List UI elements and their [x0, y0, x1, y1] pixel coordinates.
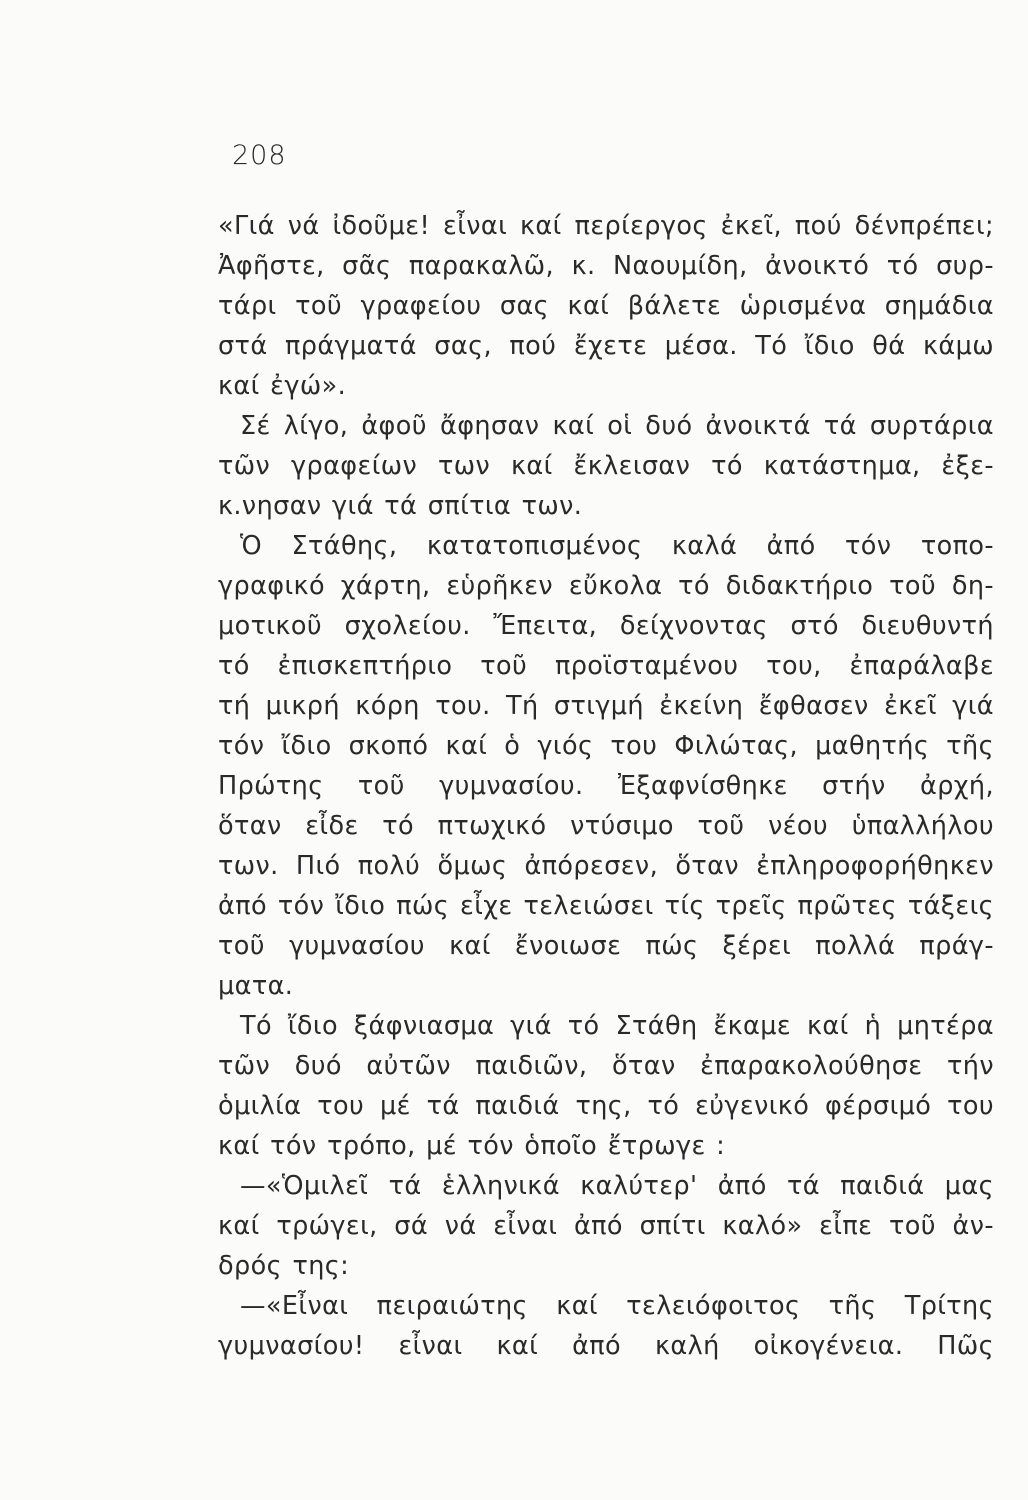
text-line-26: καί τρώγει, σά νά εἶναι ἀπό σπίτι καλό» εἶπε τοῦ ἀν-: [218, 1211, 994, 1241]
text-line-6: Σέ λίγο, ἀφοῦ ἄφησαν καί οἱ δυό ἀνοικτά τά συρτάρια: [240, 411, 994, 441]
text-line-5: καί ἐγώ».: [218, 371, 347, 401]
text-line-12: τό ἐπισκεπτήριο τοῦ προϊσταμένου του, ἐπαράλαβε: [218, 651, 994, 681]
text-line-24: καί τόν τρόπο, μέ τόν ὁποῖο ἔτρωγε :: [218, 1131, 726, 1161]
text-line-8: κ.νησαν γιά τά σπίτια των.: [218, 491, 583, 521]
text-line-4: στά πράγματά σας, πού ἔχετε μέσα. Τό ἴδιο θά κάμω: [218, 331, 994, 361]
text-line-11: μοτικοῦ σχολείου. Ἔπειτα, δείχνοντας στό διευθυντή: [218, 611, 994, 641]
text-line-15: Πρώτης τοῦ γυμνασίου. Ἐξαφνίσθηκε στήν ἀρχή,: [218, 771, 994, 801]
text-line-3: τάρι τοῦ γραφείου σας καί βάλετε ὡρισμένα σημάδια: [218, 291, 994, 321]
text-line-27: δρός της:: [218, 1251, 350, 1281]
text-line-18: ἀπό τόν ἴδιο πώς εἶχε τελειώσει τίς τρεῖς πρῶτες τάξεις: [218, 891, 994, 921]
text-line-1: «Γιά νά ἰδοῦμε! εἶναι καί περίεργος ἐκεῖ, πού δένπρέπει;: [218, 211, 994, 241]
text-line-17: των. Πιό πολύ ὅμως ἀπόρεσεν, ὅταν ἐπληροφορήθηκεν: [218, 851, 994, 881]
text-line-20: ματα.: [218, 971, 294, 1001]
text-line-7: τῶν γραφείων των καί ἔκλεισαν τό κατάστημα, ἐξε-: [218, 451, 994, 481]
page-number: 208: [232, 140, 287, 171]
text-line-10: γραφικό χάρτη, εὑρῆκεν εὔκολα τό διδακτήριο τοῦ δη-: [218, 571, 994, 601]
text-line-21: Τό ἴδιο ξάφνιασμα γιά τό Στάθη ἔκαμε καί ἡ μητέρα: [240, 1011, 994, 1041]
text-line-29: γυμνασίου! εἶναι καί ἀπό καλή οἰκογένεια. Πῶς: [218, 1331, 994, 1361]
text-line-9: Ὁ Στάθης, κατατοπισμένος καλά ἀπό τόν τοπο-: [240, 531, 994, 561]
text-line-19: τοῦ γυμνασίου καί ἔνοιωσε πώς ξέρει πολλά πράγ-: [218, 931, 994, 961]
text-line-13: τή μικρή κόρη του. Τή στιγμή ἐκείνη ἔφθασεν ἐκεῖ γιά: [218, 691, 994, 721]
text-line-16: ὅταν εἶδε τό πτωχικό ντύσιμο τοῦ νέου ὑπαλλήλου: [218, 811, 994, 841]
text-line-2: Ἀφῆστε, σᾶς παρακαλῶ, κ. Ναουμίδη, ἀνοικτό τό συρ-: [218, 251, 994, 281]
text-line-23: ὁμιλία του μέ τά παιδιά της, τό εὐγενικό φέρσιμό του: [218, 1091, 994, 1121]
body-text: [218, 206, 994, 1366]
text-line-14: τόν ἴδιο σκοπό καί ὁ γιός του Φιλώτας, μαθητής τῆς: [218, 731, 994, 761]
text-line-22: τῶν δυό αὐτῶν παιδιῶν, ὅταν ἐπαρακολούθησε τήν: [218, 1051, 994, 1081]
text-line-25: —«Ὁμιλεῖ τά ἑλληνικά καλύτερ' ἀπό τά παιδιά μας: [240, 1171, 994, 1201]
text-line-28: —«Εἶναι πειραιώτης καί τελειόφοιτος τῆς Τρίτης: [240, 1291, 994, 1321]
